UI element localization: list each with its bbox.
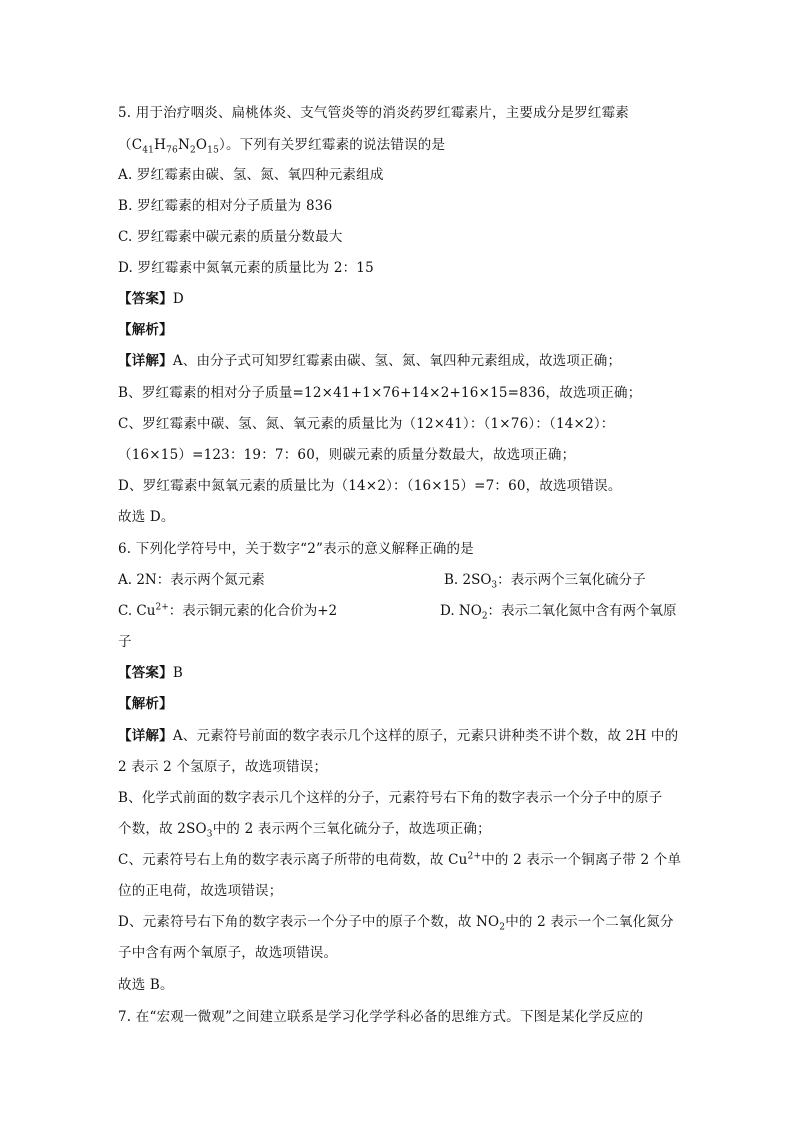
q5-detail-line3: C、罗红霉素中碳、氢、氮、氧元素的质量比为（12×41）：（1×76）：（14×2）： [118, 416, 615, 432]
q6-option-d: D. $NO_2$：表示二氧化氮中含有两个氧原 [440, 603, 677, 622]
q6-detail-b-line1: B、化学式前面的数字表示几个这样的分子，元素符号右下角的数字表示一个分子中的原子 [118, 790, 663, 806]
q6-answer: 【答案】B [118, 665, 183, 681]
q5-detail-line4: （16×15）=123：19：7：60，则碳元素的质量分数最大，故选项正确； [118, 447, 576, 463]
q6-option-c: C. $Cu^{2+}$：表示铜元素的化合价为+2 [118, 602, 338, 619]
q5-stem-line2: $(C_{41}H_{76}N_2O_{15})$。下列有关罗红霉素的说法错误的是 [118, 137, 446, 156]
q6-option-d-wrap: 子 [118, 634, 132, 650]
q6-conclusion: 故选 B。 [118, 977, 174, 993]
q5-analysis-label: 【解析】 [118, 322, 173, 338]
q6-detail-c-line1: C、元素符号右上角的数字表示离子所带的电荷数，故 $Cu^{2+}$中的 2 表示一个铜离子带 2 个单 [118, 851, 682, 868]
q6-detail-a-line1: 【详解】A、元素符号前面的数字表示几个这样的原子，元素只讲种类不讲个数，故 2H 中的 [118, 728, 679, 744]
q5-option-a: A. 罗红霉素由碳、氢、氮、氧四种元素组成 [118, 167, 384, 183]
q6-option-a: A. 2N：表示两个氮元素 [118, 572, 265, 588]
q6-stem: 6. 下列化学符号中，关于数字“2”表示的意义解释正确的是 [118, 541, 474, 557]
q6-analysis-label: 【解析】 [118, 696, 173, 712]
q6-detail-b-line2: 个数，故 $2SO_3$中的 2 表示两个三氧化硫分子，故选项正确； [118, 821, 491, 840]
q5-option-b: B. 罗红霉素的相对分子质量为 836 [118, 198, 333, 214]
q6-detail-c-line2: 位的正电荷，故选项错误； [118, 883, 283, 899]
q6-detail-d-line2: 子中含有两个氧原子，故选项错误。 [118, 945, 338, 961]
q5-option-d: D. 罗红霉素中氮氧元素的质量比为 2：15 [118, 260, 374, 276]
q5-detail-line5: D、罗红霉素中氮氧元素的质量比为（14×2）：（16×15）=7：60，故选项错误。 [118, 478, 622, 494]
q6-detail-d-line1: D、元素符号右下角的数字表示一个分子中的原子个数，故 $NO_2$中的 2 表示一个二氧化氮分 [118, 914, 674, 933]
q5-conclusion: 故选 D。 [118, 509, 175, 525]
q5-detail-line1: 【详解】A、由分子式可知罗红霉素由碳、氢、氮、氧四种元素组成，故选项正确； [118, 353, 622, 369]
q6-detail-a-line2: 2 表示 2 个氢原子，故选项错误； [118, 759, 328, 775]
q7-stem: 7. 在“宏观一微观”之间建立联系是学习化学学科必备的思维方式。下图是某化学反应的 [118, 1009, 644, 1025]
q6-option-b: B. $2SO_3$：表示两个三氧化硫分子 [444, 572, 646, 591]
q5-stem-line1: 5. 用于治疗咽炎、扁桃体炎、支气管炎等的消炎药罗红霉素片，主要成分是罗红霉素 [118, 105, 629, 121]
q5-detail-line2: B、罗红霉素的相对分子质量=12×41+1×76+14×2+16×15=836，故选项正确； [118, 385, 642, 401]
q5-option-c: C. 罗红霉素中碳元素的质量分数最大 [118, 229, 343, 245]
q5-answer: 【答案】D [118, 291, 184, 307]
